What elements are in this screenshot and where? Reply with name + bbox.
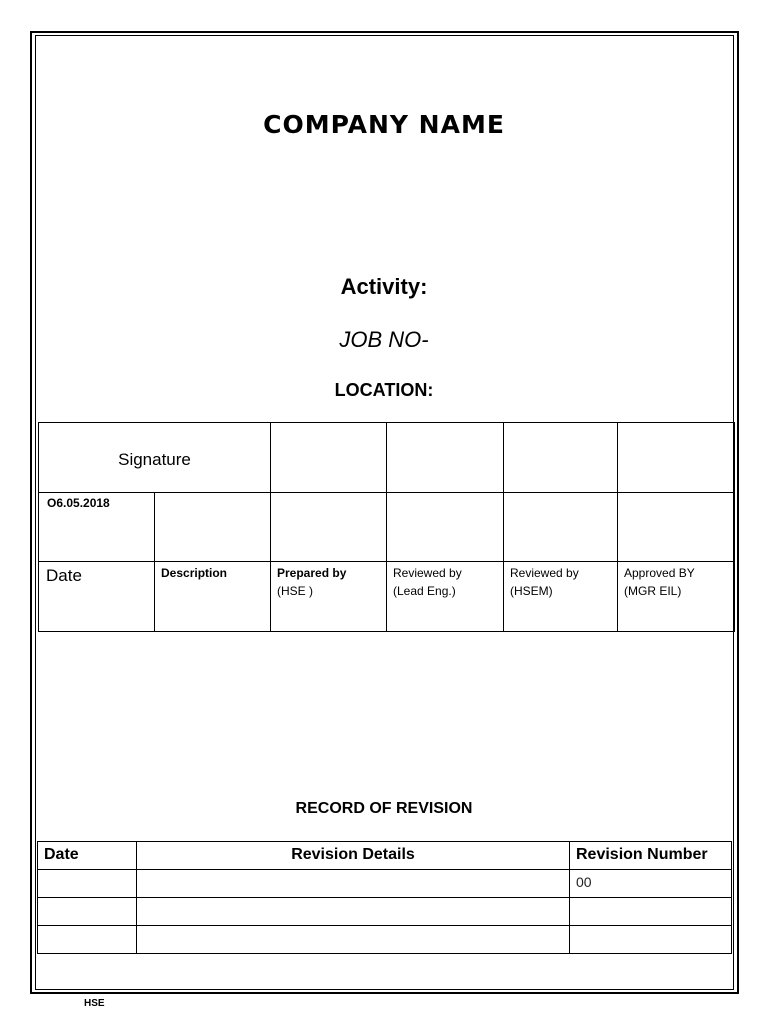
signature-cell-prepared[interactable] [271, 423, 387, 493]
date-label: Date [39, 562, 155, 632]
revision-details-cell[interactable] [137, 870, 570, 898]
company-name: COMPANY NAME [263, 110, 505, 139]
approved-by-role: (MGR EIL) [624, 584, 682, 598]
table-row [38, 898, 732, 926]
revision-number-cell[interactable] [570, 926, 732, 954]
prepared-by-text: Prepared by [277, 566, 347, 580]
header-row [39, 562, 735, 632]
approved-cell[interactable] [618, 493, 735, 562]
signature-row [39, 423, 735, 493]
location-label: LOCATION: [334, 380, 434, 400]
job-no-label: JOB NO- [339, 327, 429, 352]
table-row [38, 926, 732, 954]
table-row [38, 870, 732, 898]
reviewed-by-lead-role: (Lead Eng.) [393, 584, 456, 598]
description-label [155, 562, 271, 632]
revision-col-details: Revision Details [137, 842, 570, 870]
revision-number-cell[interactable]: 00 [570, 870, 732, 898]
prepared-by-role: (HSE ) [277, 584, 313, 598]
revision-number-cell[interactable] [570, 898, 732, 926]
reviewed-by-lead-label [387, 562, 504, 632]
prepared-by-label [271, 562, 387, 632]
approved-by-text: Approved BY [624, 566, 695, 580]
signature-cell-approved[interactable] [618, 423, 735, 493]
revision-col-number: Revision Number [570, 842, 732, 870]
revision-details-cell[interactable] [137, 898, 570, 926]
description-label-text: Description [161, 566, 228, 580]
record-of-revision-title: RECORD OF REVISION [295, 800, 473, 817]
reviewed-by-hsem-label [504, 562, 618, 632]
signature-table [38, 422, 735, 632]
signature-label: Signature [39, 423, 271, 493]
revision-date-cell[interactable] [38, 870, 137, 898]
reviewed-by-hsem-role: (HSEM) [510, 584, 553, 598]
footer-label: HSE [84, 998, 105, 1009]
reviewed-hsem-cell[interactable] [504, 493, 618, 562]
revision-date-cell[interactable] [38, 926, 137, 954]
revision-col-date: Date [38, 842, 137, 870]
revision-header-row [38, 842, 732, 870]
signature-cell-reviewed-lead[interactable] [387, 423, 504, 493]
prepared-cell[interactable] [271, 493, 387, 562]
reviewed-by-hsem-text: Reviewed by [510, 566, 579, 580]
revision-details-cell[interactable] [137, 926, 570, 954]
reviewed-lead-cell[interactable] [387, 493, 504, 562]
activity-label: Activity: [340, 274, 428, 299]
approved-by-label [618, 562, 735, 632]
revision-table [37, 841, 732, 954]
date-value: O6.05.2018 [39, 493, 155, 562]
reviewed-by-lead-text: Reviewed by [393, 566, 462, 580]
description-cell[interactable] [155, 493, 271, 562]
entry-row [39, 493, 735, 562]
revision-date-cell[interactable] [38, 898, 137, 926]
signature-cell-reviewed-hsem[interactable] [504, 423, 618, 493]
